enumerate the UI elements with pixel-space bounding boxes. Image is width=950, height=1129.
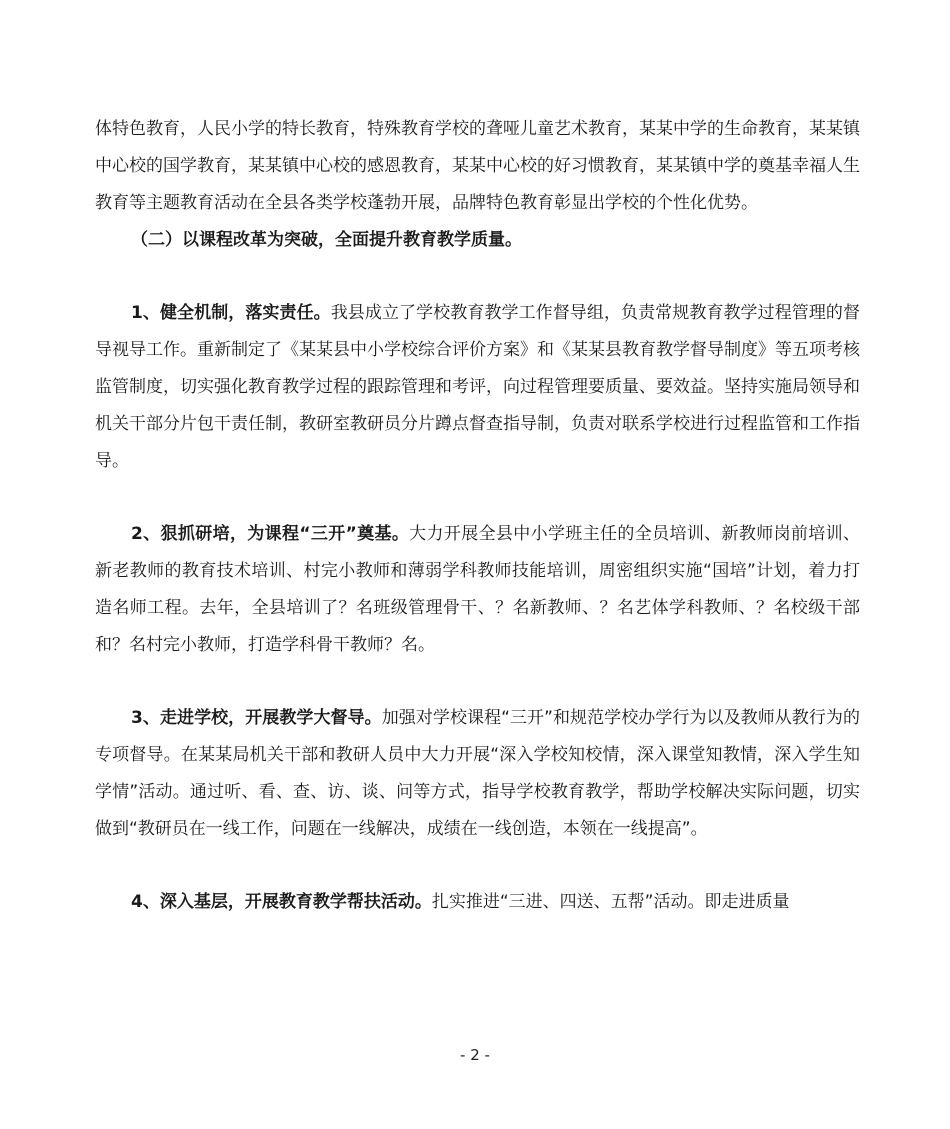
- paragraph-3: [95, 700, 860, 848]
- section-heading: （二）以课程改革为突破，全面提升教育教学质量。: [131, 230, 522, 250]
- paragraph-2: [95, 516, 860, 664]
- paragraph-1: [95, 295, 860, 480]
- paragraph-continued: 体特色教育，人民小学的特长教育，特殊教育学校的聋哑儿童艺术教育，某某中学的生命教育，某某镇中心校的国学教育，某某镇中心校的感恩教育，某某中心校的好习惯教育，某某镇中学的奠基幸福人生教育等主题教育活动在全县各类学校蓬勃开展，品牌特色教育彰显出学校的个性化优势。: [95, 119, 860, 213]
- paragraph-3-lead: 3、走进学校，开展教学大督导。: [131, 708, 382, 728]
- paragraph-1-lead: 1、健全机制，落实责任。: [131, 303, 331, 323]
- document-body: [95, 111, 860, 921]
- paragraph-3-body: 加强对学校课程“三开”和规范学校办学行为以及教师从教行为的专项督导。在某某局机关干部和教研人员中大力开展“深入学校知校情，深入课堂知教情，深入学生知学情”活动。通过听、看、查、访、谈、问等方式，指导学校教育教学，帮助学校解决实际问题，切实做到“教研员在一线工作，问题在一线解决，成绩在一线创造，本领在一线提高”。: [95, 708, 860, 839]
- paragraph-4-lead: 4、深入基层，开展教育教学帮扶活动。: [131, 892, 432, 912]
- paragraph-4-body: 扎实推进“三进、四送、五帮”活动。即走进质量: [431, 892, 790, 912]
- paragraph-4: [95, 884, 860, 921]
- paragraph-1-body: 我县成立了学校教育教学工作督导组，负责常规教育教学过程管理的督导视导工作。重新制定了《某某县中小学校综合评价方案》和《某某县教育教学督导制度》等五项考核监管制度，切实强化教育教学过程的跟踪管理和考评，向过程管理要质量、要效益。坚持实施局领导和机关干部分片包干责任制，教研室教研员分片蹲点督查指导制，负责对联系学校进行过程监管和工作指导。: [95, 303, 860, 471]
- paragraph-2-body: 大力开展全县中小学班主任的全员培训、新教师岗前培训、新老教师的教育技术培训、村完小教师和薄弱学科教师技能培训，周密组织实施“国培”计划，着力打造名师工程。去年，全县培训了？名班级管理骨干、？名新教师、？名艺体学科教师、？名校级干部和？名村完小教师，打造学科骨干教师？名。: [95, 524, 860, 655]
- page-number: - 2 -: [460, 1046, 490, 1064]
- paragraph-2-lead: 2、狠抓研培，为课程“三开”奠基。: [131, 524, 410, 544]
